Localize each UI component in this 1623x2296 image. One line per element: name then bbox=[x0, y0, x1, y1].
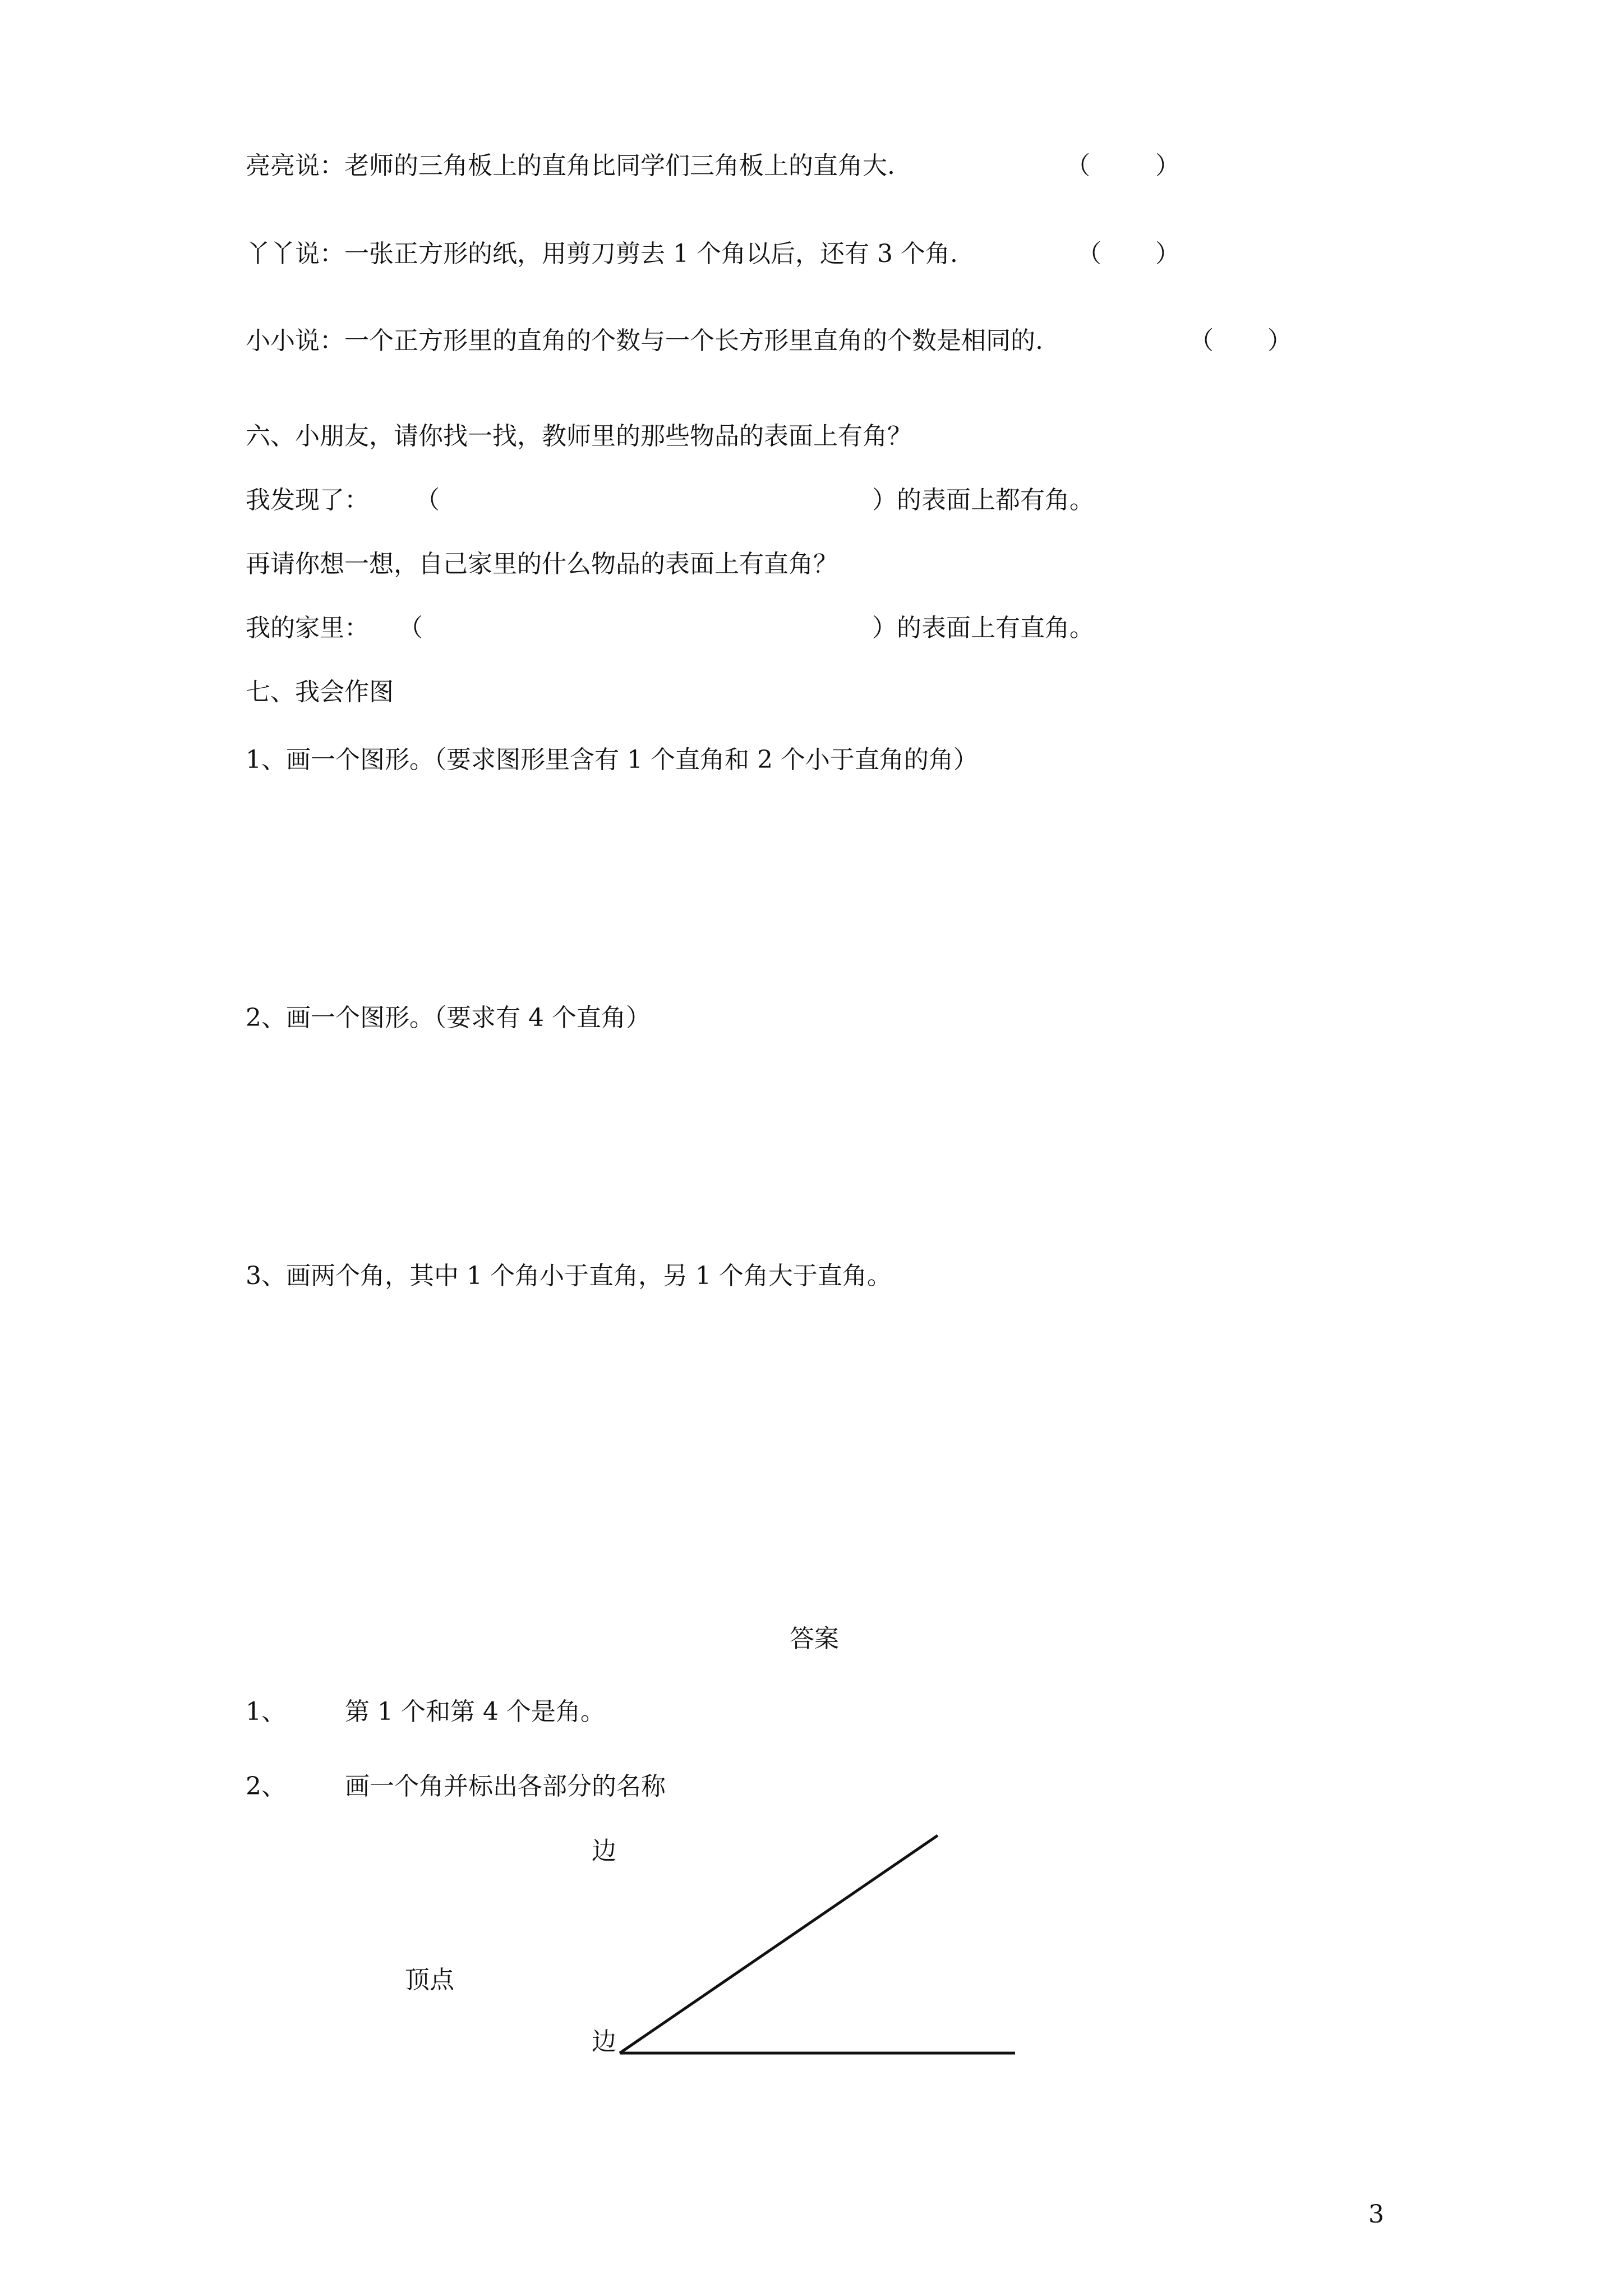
answer-paren-close-3: ） bbox=[1267, 326, 1292, 355]
drawing-task-3: 3、画两个角，其中 1 个角小于直角，另 1 个角大于直角。 bbox=[246, 1262, 892, 1290]
answer-1-text: 第 1 个和第 4 个是角。 bbox=[345, 1697, 605, 1726]
home-paren-open: （ bbox=[398, 614, 423, 642]
label-side-top: 边 bbox=[592, 1837, 616, 1865]
home-label: 我的家里： bbox=[246, 614, 369, 642]
angle-upper-side bbox=[620, 1835, 938, 2053]
judgment-liangliang: 亮亮说：老师的三角板上的直角比同学们三角板上的直角大. bbox=[246, 151, 895, 180]
home-paren-close: ）的表面上有直角。 bbox=[872, 614, 1094, 642]
found-paren-open: （ bbox=[415, 486, 440, 514]
section7-heading: 七、我会作图 bbox=[246, 678, 394, 706]
answer-paren-open-2: （ bbox=[1077, 240, 1101, 268]
answer-2-text: 画一个角并标出各部分的名称 bbox=[345, 1772, 666, 1801]
answer-1-number: 1、 bbox=[246, 1697, 286, 1726]
answer-2-number: 2、 bbox=[246, 1772, 286, 1801]
label-vertex: 顶点 bbox=[405, 1966, 454, 1994]
label-side-bottom: 边 bbox=[592, 2027, 616, 2056]
answers-title: 答案 bbox=[790, 1625, 839, 1653]
judgment-yaya: 丫丫说：一张正方形的纸，用剪刀剪去 1 个角以后，还有 3 个角. bbox=[246, 240, 958, 268]
judgment-xiaoxiao: 小小说：一个正方形里的直角的个数与一个长方形里直角的个数是相同的. bbox=[246, 326, 1043, 355]
answer-paren-close-1: ） bbox=[1155, 151, 1180, 180]
section6-heading: 六、小朋友，请你找一找，教师里的那些物品的表面上有角？ bbox=[246, 422, 912, 450]
drawing-task-2: 2、画一个图形。（要求有 4 个直角） bbox=[246, 1004, 651, 1032]
answer-paren-open-3: （ bbox=[1189, 326, 1214, 355]
found-paren-close: ）的表面上都有角。 bbox=[872, 486, 1094, 514]
think-prompt: 再请你想一想，自己家里的什么物品的表面上有直角？ bbox=[246, 550, 838, 578]
found-label: 我发现了： bbox=[246, 486, 369, 514]
answer-paren-open-1: （ bbox=[1066, 151, 1090, 180]
drawing-task-1: 1、画一个图形。（要求图形里含有 1 个直角和 2 个小于直角的角） bbox=[246, 746, 978, 774]
answer-paren-close-2: ） bbox=[1155, 240, 1180, 268]
page-number: 3 bbox=[1368, 2200, 1384, 2229]
